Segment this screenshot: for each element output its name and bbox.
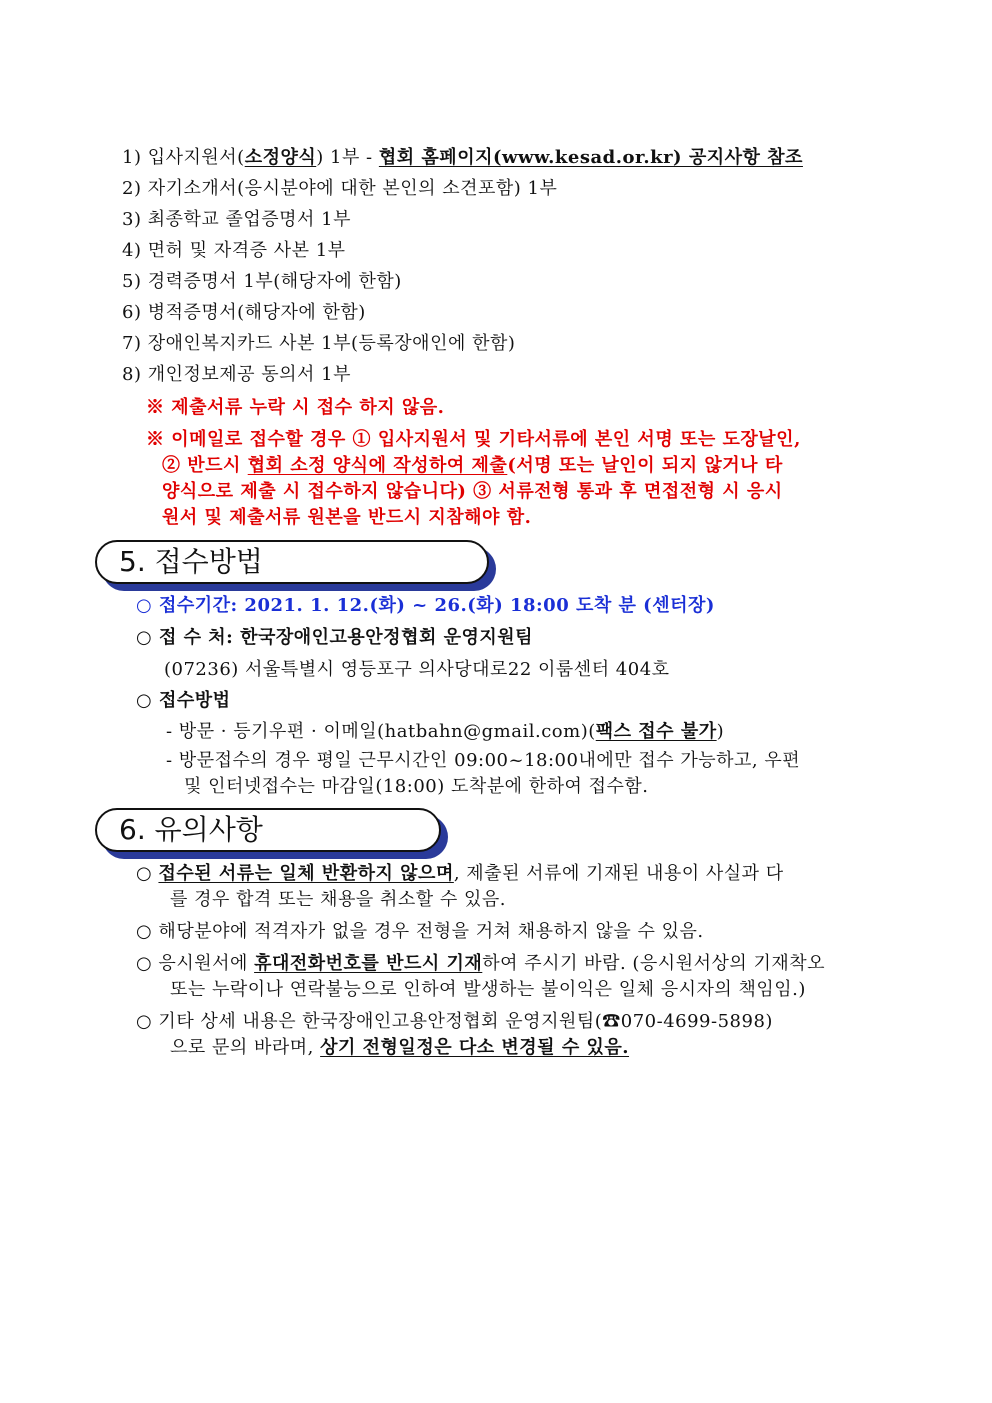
reception-place: ○ 접 수 처: 한국장애인고용안정협회 운영지원팀: [136, 627, 534, 648]
doc-item-7: [122, 332, 515, 356]
section-6-title: 6. 유의사항: [119, 813, 263, 846]
doc-item-number: 4): [122, 240, 142, 261]
notice-emphasis: 상기 전형일정은 다소 변경될 수 있음.: [320, 1037, 630, 1058]
doc-item-5: [122, 270, 402, 294]
method-text: ): [716, 721, 725, 742]
notice-4-line-2: [170, 1036, 629, 1060]
section-5-header: [95, 540, 489, 584]
doc-item-number: 7): [122, 333, 142, 354]
notice-3-line-1: [136, 952, 825, 976]
section-6-header: [95, 808, 441, 852]
doc-item-4: [122, 239, 346, 263]
notice-2: ○ 해당분야에 적격자가 없을 경우 전형을 거쳐 채용하지 않을 수 있음.: [136, 921, 704, 942]
doc-item-number: 5): [122, 271, 142, 292]
notice-1-line-2: 를 경우 합격 또는 채용을 취소할 수 있음.: [170, 889, 506, 910]
method-text: - 방문 · 등기우편 · 이메일(hatbahn@gmail.com)(: [166, 721, 596, 742]
email-note-line-1: ※ 이메일로 접수할 경우 ① 입사지원서 및 기타서류에 본인 서명 또는 도장날인,: [146, 429, 801, 450]
doc-item-text: 면허 및 자격증 사본 1부: [147, 240, 346, 261]
doc-item-number: 2): [122, 178, 142, 199]
email-note-line-4: 원서 및 제출서류 원본을 반드시 지참해야 함.: [162, 507, 532, 528]
notice-4-line-1: ○ 기타 상세 내용은 한국장애인고용안정협회 운영지원팀(☎070-4699-5898): [136, 1011, 773, 1032]
doc-item-text: 입사지원서(: [147, 147, 245, 168]
doc-item-number: 3): [122, 209, 142, 230]
doc-item-text: 자기소개서(응시분야에 대한 본인의 소견포함) 1부: [147, 178, 558, 199]
email-note-emphasis: 협회 소정 양식에 작성하여 제출: [247, 455, 508, 476]
notice-text: 하여 주시기 바람. (응시원서상의 기재착오: [482, 953, 826, 974]
doc-item-2: [122, 177, 557, 201]
reception-address: (07236) 서울특별시 영등포구 의사당대로22 이룸센터 404호: [164, 659, 670, 680]
doc-item-text: 개인정보제공 동의서 1부: [147, 364, 351, 385]
reception-method-label: ○ 접수방법: [136, 690, 231, 711]
email-note-text: ② 반드시: [162, 455, 248, 476]
reception-method-2-line-2: 및 인터넷접수는 마감일(18:00) 도착분에 한하여 접수함.: [184, 776, 649, 797]
notice-text: 으로 문의 바라며,: [170, 1037, 321, 1058]
section-5-title: 5. 접수방법: [119, 545, 263, 578]
reception-method-1: [166, 720, 724, 744]
doc-item-text: 경력증명서 1부(해당자에 한함): [147, 271, 402, 292]
doc-item-text: 병적증명서(해당자에 한함): [147, 302, 366, 323]
missing-docs-note: ※ 제출서류 누락 시 접수 하지 않음.: [146, 397, 445, 418]
doc-item-number: 1): [122, 147, 142, 168]
notice-emphasis: 휴대전화번호를 반드시 기재: [254, 953, 483, 974]
reception-method-2-line-1: - 방문접수의 경우 평일 근무시간인 09:00~18:00내에만 접수 가능하고, 우편: [166, 750, 801, 771]
doc-item-text: 장애인복지카드 사본 1부(등록장애인에 한함): [147, 333, 516, 354]
email-note-line-3: 양식으로 제출 시 접수하지 않습니다) ③ 서류전형 통과 후 면접전형 시 응시: [162, 481, 783, 502]
notice-text: , 제출된 서류에 기재된 내용이 사실과 다: [453, 863, 784, 884]
doc-item-6: [122, 301, 366, 325]
doc-item-emphasis: 소정양식: [244, 147, 317, 168]
doc-item-text: ) 1부 -: [316, 147, 379, 168]
doc-item-text: 최종학교 졸업증명서 1부: [147, 209, 351, 230]
doc-item-3: [122, 208, 351, 232]
doc-item-number: 6): [122, 302, 142, 323]
doc-item-8: [122, 363, 351, 387]
notice-3-line-2: 또는 누락이나 연락불능으로 인하여 발생하는 불이익은 일체 응시자의 책임임.): [170, 979, 806, 1000]
no-fax-emphasis: 팩스 접수 불가: [595, 721, 717, 742]
doc-item-1: [122, 146, 803, 170]
notice-1-line-1: [136, 862, 784, 886]
notice-emphasis: 접수된 서류는 일체 반환하지 않으며: [158, 863, 454, 884]
notice-text: ○ 응시원서에: [136, 953, 255, 974]
reception-period: ○ 접수기간: 2021. 1. 12.(화) ~ 26.(화) 18:00 도착 분 (센터장): [136, 595, 715, 616]
notice-bullet: ○: [136, 863, 153, 884]
email-note-line-2: [162, 454, 783, 478]
homepage-reference: 협회 홈페이지(www.kesad.or.kr) 공지사항 참조: [378, 147, 803, 168]
email-note-text: (서명 또는 날인이 되지 않거나 타: [507, 455, 783, 476]
doc-item-number: 8): [122, 364, 142, 385]
